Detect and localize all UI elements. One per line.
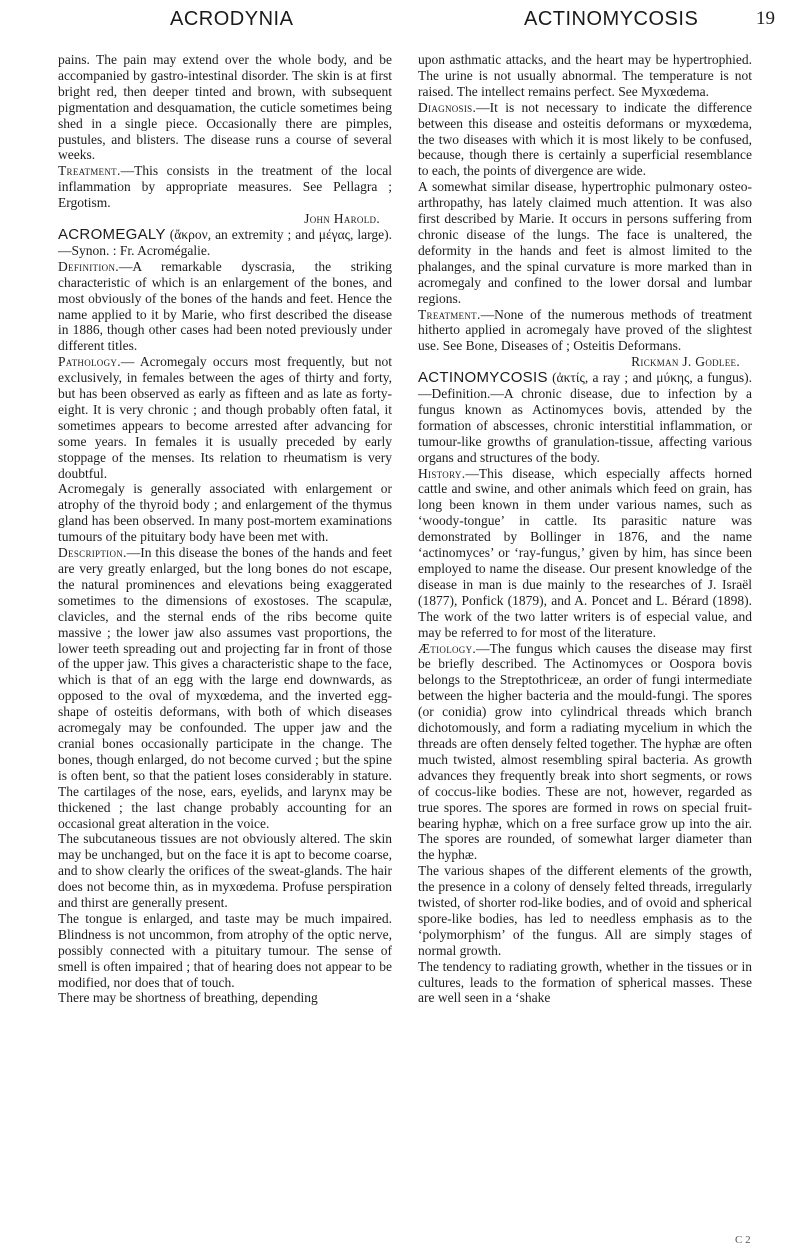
author-signature: John Harold. [304, 211, 380, 227]
page-number: 19 [756, 8, 775, 29]
section-paragraph [418, 641, 752, 864]
entry-paragraph [58, 227, 392, 259]
section-paragraph [58, 163, 392, 211]
entry-text: (ἀκτίς, a ray ; and μύκης, a fungus).—Definition.—A chronic disease, due to infection by a fungus known as Actinomyces bovis, attended by the formation of abscesses, chronic interstitial inflammation, or tumour-like growths of granulation-tissue, affecting various organs and structures of the body. [418, 370, 752, 465]
entry-text: (ἄκρον, an extremity ; and μέγας, large).—Synon. : Fr. Acromégalie. [58, 226, 392, 258]
section-text: —The fungus which causes the disease may first be briefly described. The Actinomyces or Oospora bovis belongs to the Streptothriceæ, an order of fungi intermediate between the higher bacteria and the mould-fungi. The spores (or conidia) grow into cylindrical threads which branch dichotomously, and form a radiating mycelium in which the threads are often densely felted together. The hyphæ are often much twisted, almost resembling spiral bacteria. As growth advances they frequently break into short segments, or rows of coccus-like bodies. These are not, however, regarded as true spores. The spores are formed in rows on special fruit-bearing hyphæ, which on a free surface grow up into the air. The spores are rounded, of somewhat larger diameter than the hyphæ. [418, 640, 752, 863]
section-label: History. [418, 465, 466, 481]
section-label: Definition. [58, 258, 119, 274]
section-text: —This disease, which especially affects horned cattle and swine, and other animals which feed on grain, has long been known in them under various names, such as ‘woody-tongue’ in cattle. Its parasitic nature was demonstrated by Bollinger in 1876, and the name ‘actinomyces’ or ‘ray-fungus,’ given by him, has since been employed to name the disease. Our present knowledge of the disease in man is due mainly to the researches of J. Israël (1877), Ponfick (1879), and A. Poncet and L. Bérard (1898). The work of the two latter writers is of especial value, and may be referred to for most of the literature. [418, 465, 752, 640]
left-column [58, 52, 392, 1006]
right-column [418, 52, 752, 1006]
body-paragraph: A somewhat similar disease, hypertrophic pulmonary osteo-arthropathy, has lately claimed much attention. It was also first described by Marie. It occurs in persons suffering from chronic disease of the lungs. The face is unaltered, the deformity in the hands and feet is almost limited to the phalanges, and the spinal curvature is more marked than in acromegaly and confined to the lower dorsal and lumbar regions. [418, 179, 752, 306]
section-paragraph [58, 354, 392, 481]
section-label: Treatment. [418, 306, 481, 322]
body-paragraph: The tongue is enlarged, and taste may be much impaired. Blindness is not uncommon, from atrophy of the optic nerve, possibly connected with a pituitary tumour. The sense of smell is often impaired ; that of hearing does not appear to be modified, nor does that of touch. [58, 910, 392, 990]
section-text: —In this disease the bones of the hands and feet are very greatly enlarged, but the long bones do not escape, the natural prominences and elevations being exaggerated sometimes to the dimensions of exostoses. The scapulæ, clavicles, and the sternal ends of the ribs become quite massive ; the lower jaw also assumes vast proportions, the lower teeth spreading out and projecting far in front of those of the upper jaw. This gives a characteristic shape to the face, which is that of an egg with the large end downwards, as opposed to the oval of myxœdema, and the inverted egg-shape of osteitis deformans, with both of which diseases acromegaly may be confounded. The upper jaw and the cranial bones occasionally participate in the change. The bones, though enlarged, do not become curved ; but the spine is often bent, so that the patient loses considerably in stature. The cartilages of the nose, ears, eyelids, and larynx may be thickened ; the last change probably accounting for an occasional great alteration in the voice. [58, 545, 392, 831]
entry-headword: ACROMEGALY [58, 225, 166, 243]
entry-paragraph [418, 370, 752, 465]
body-paragraph: The various shapes of the different elements of the growth, the presence in a colony of densely felted threads, irregularly twisted, of shorter rod-like bodies, and of ovoid and spherical spore-like bodies, has led to needless emphasis as to the ‘polymorphism’ of the fungus. All are simply stages of normal growth. [418, 863, 752, 958]
body-paragraph: There may be shortness of breathing, depending [58, 990, 318, 1006]
body-paragraph: Acromegaly is generally associated with enlargement or atrophy of the thyroid body ; and enlargement of the thymus gland has been observed. In many post-mortem examinations tumours of the pituitary body have been met with. [58, 481, 392, 545]
running-head-right: ACTINOMYCOSIS [524, 8, 699, 30]
section-text: — Acromegaly occurs most frequently, but not exclusively, in females between the ages of thirty and forty, but has been observed as early as fifteen and as late as forty-eight. It is very chronic ; and though probably often fatal, it sometimes appears to become arrested after advancing for some years. In females it is usually preceded by early stoppage of the menses. Its relation to rheumatism is very doubtful. [58, 354, 392, 481]
body-paragraph: upon asthmatic attacks, and the heart may be hypertrophied. The urine is not usually abnormal. The temperature is not raised. The intellect remains perfect. See Myxœdema. [418, 52, 752, 99]
section-label: Diagnosis. [418, 99, 477, 115]
author-signature: Rickman J. Godlee. [631, 354, 740, 370]
section-text: —A remarkable dyscrasia, the striking characteristic of which is an enlargement of the bones, and most obviously of the bones of the hands and feet. Hence the name applied to it by Marie, who first described the disease in 1886, though other cases had been noted previously under different titles. [58, 258, 392, 354]
running-head-left: ACRODYNIA [170, 8, 294, 30]
section-text: —This consists in the treatment of the local inflammation by appropriate measures. See Pellagra ; Ergotism. [58, 163, 392, 211]
section-label: Pathology. [58, 354, 121, 370]
section-label: Ætiology. [418, 640, 477, 656]
section-text: —None of the numerous methods of treatment hitherto applied in acromegaly have proved of the slightest use. See Bone, Diseases of ; Osteitis Deformans. [418, 306, 752, 354]
section-text: —It is not necessary to indicate the difference between this disease and osteitis deformans or myxœdema, the two diseases with which it is most likely to be confused, because, though there is certainly a superficial resemblance to each, the points of divergence are wide. [418, 99, 752, 179]
body-paragraph: The tendency to radiating growth, whether in the tissues or in cultures, leads to the formation of spherical masses. These are well seen in a ‘shake [418, 958, 752, 1006]
signature-mark: C 2 [735, 1234, 751, 1246]
section-paragraph [418, 307, 752, 355]
body-paragraph: pains. The pain may extend over the whole body, and be accompanied by gastro-intestinal disorder. The skin is at first bright red, then deeper tinted and brown, with subsequent pigmentation and desquamation, the cuticle sometimes being shed in a single piece. Occasionally there are pimples, pustules, and blisters. The disease runs a course of several weeks. [58, 52, 392, 163]
section-label: Treatment. [58, 163, 121, 179]
section-paragraph [58, 545, 392, 831]
body-paragraph: The subcutaneous tissues are not obviously altered. The skin may be unchanged, but on the face it is apt to become coarse, and to show clearly the orifices of the sweat-glands. The hair does not become thin, as in myxœdema. Profuse perspiration and thirst are generally present. [58, 831, 392, 911]
section-paragraph [58, 259, 392, 354]
section-paragraph [418, 466, 752, 641]
section-label: Description. [58, 545, 127, 561]
section-paragraph [418, 100, 752, 180]
entry-headword: ACTINOMYCOSIS [418, 369, 548, 387]
